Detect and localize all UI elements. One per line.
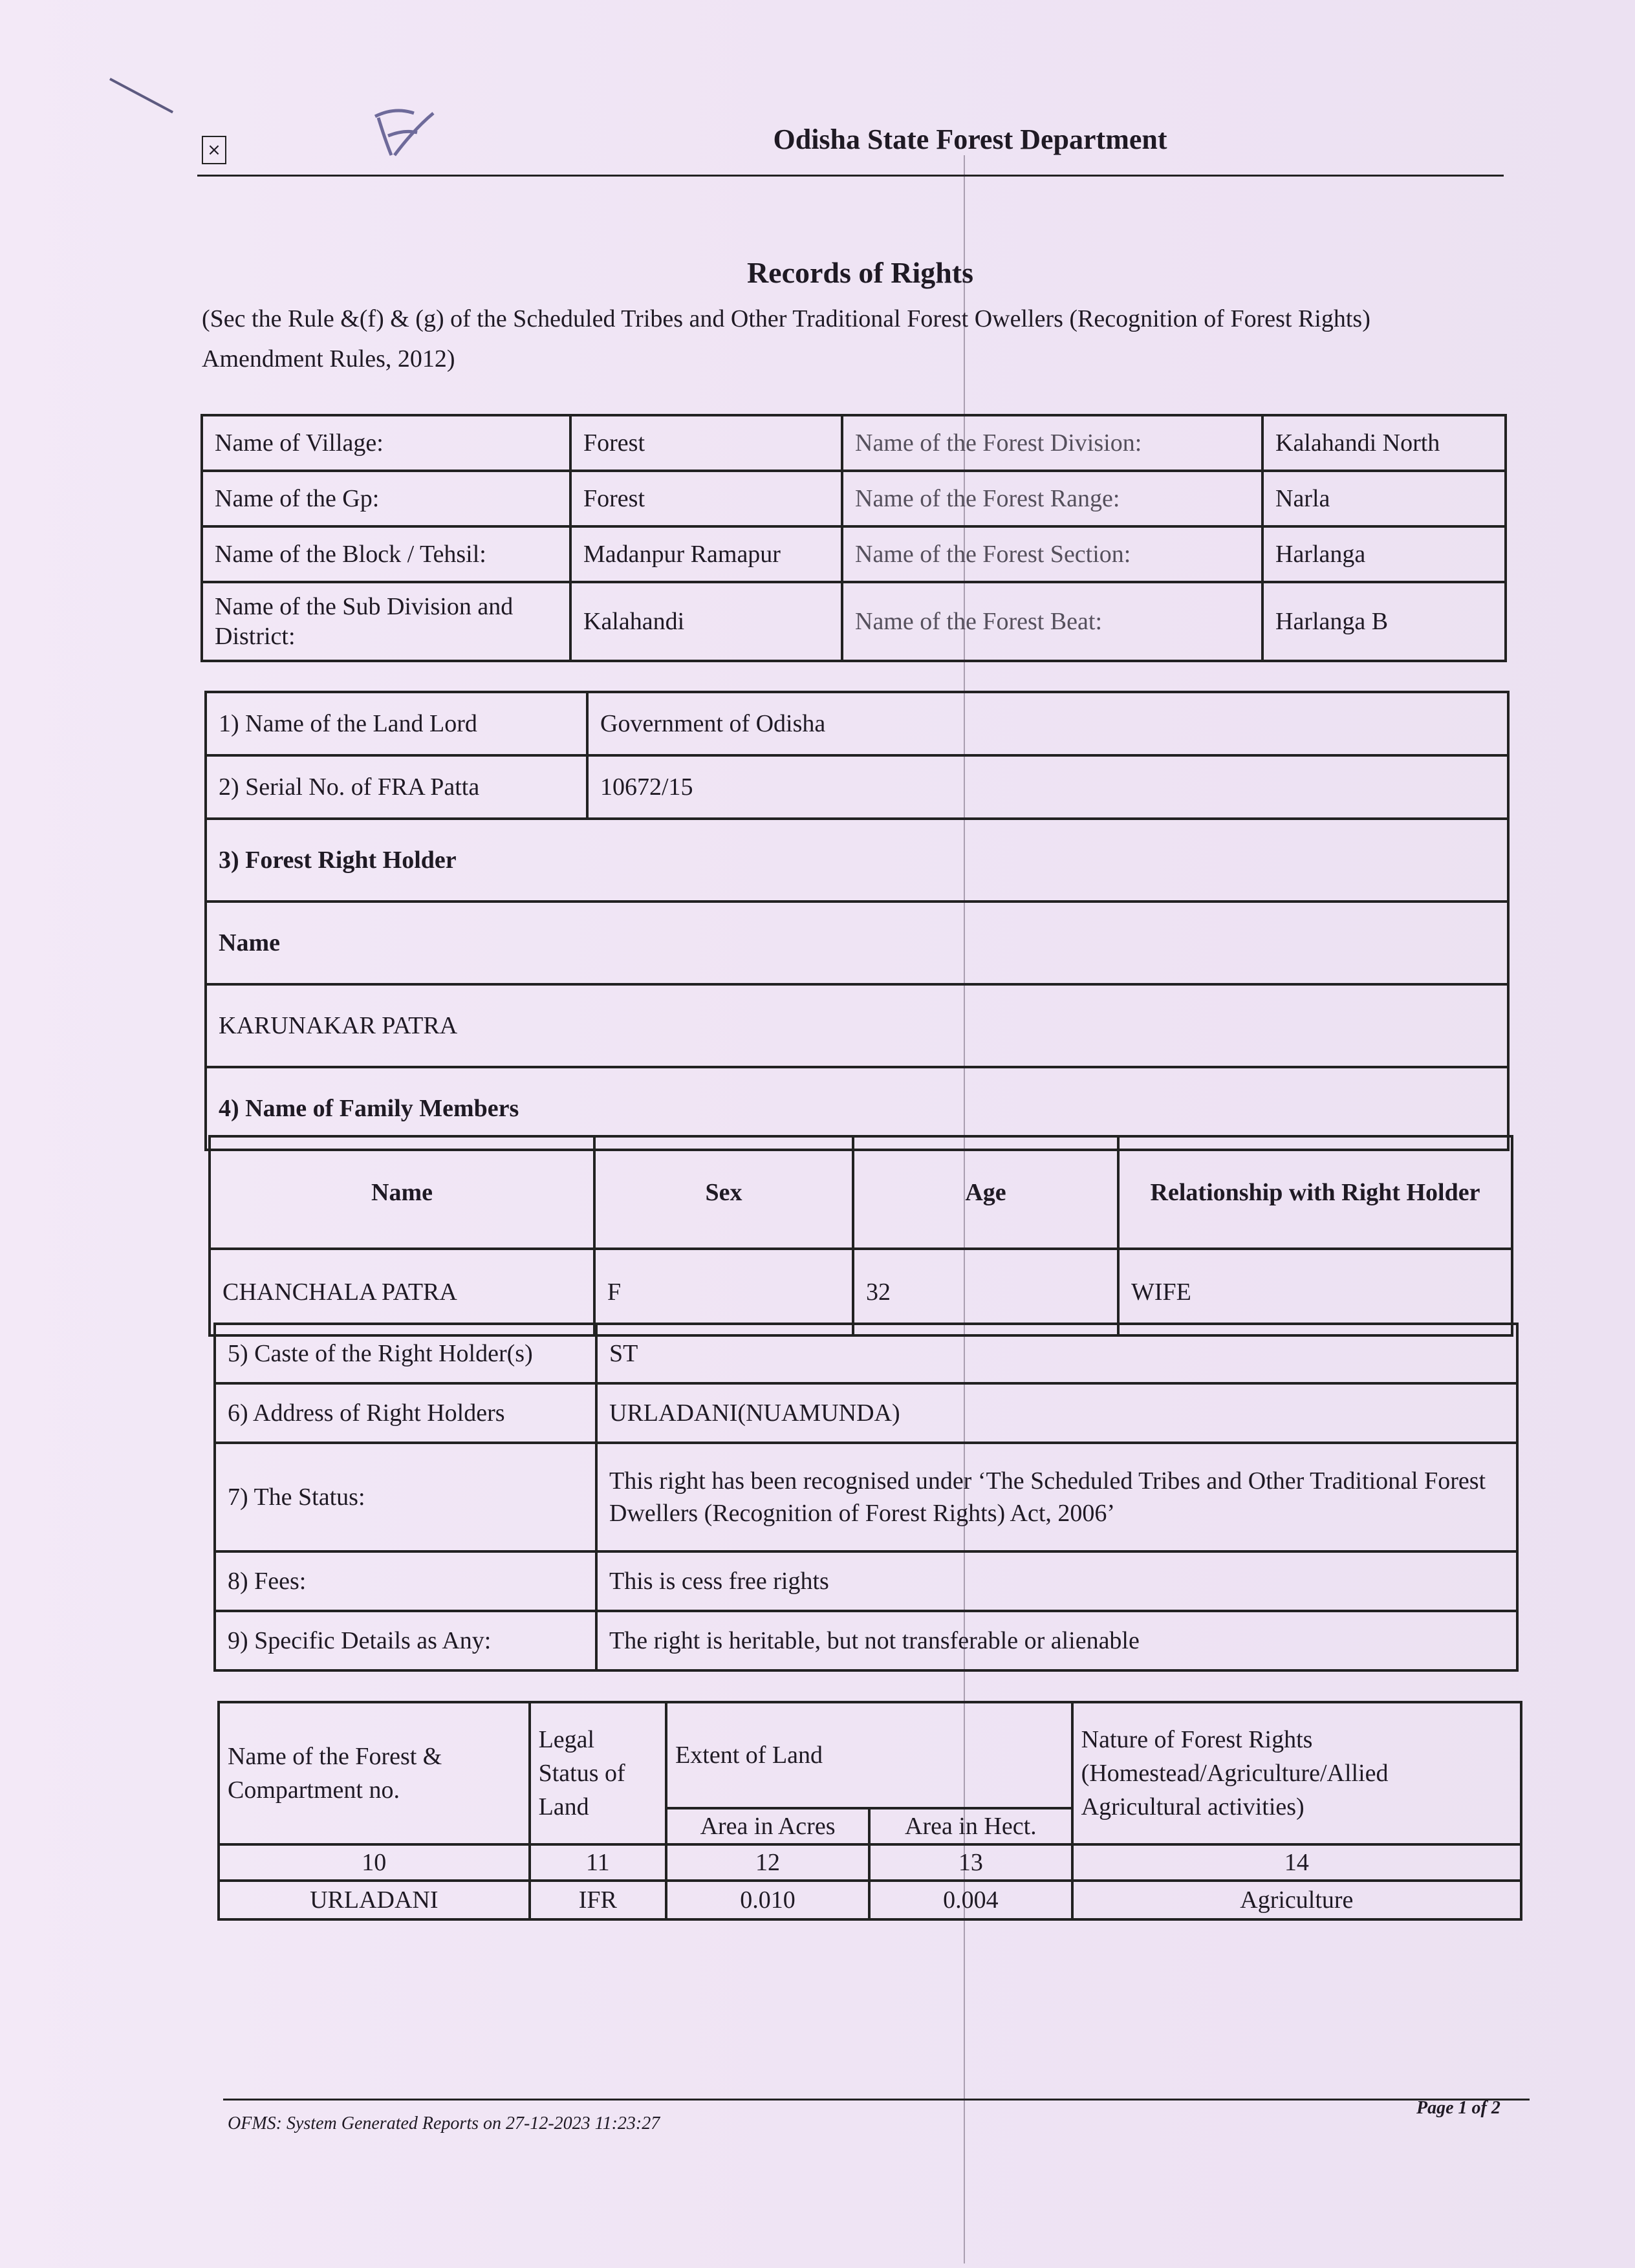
generated-timestamp: OFMS: System Generated Reports on 27-12-2023 11:23:27 xyxy=(228,2113,660,2133)
table-row xyxy=(206,902,1508,984)
land-acres-value: 0.010 xyxy=(666,1881,869,1919)
table-row xyxy=(206,755,1508,819)
beat-label: Name of the Forest Beat: xyxy=(842,582,1262,661)
address-value: URLADANI(NUAMUNDA) xyxy=(596,1383,1517,1443)
column-number-acres: 12 xyxy=(666,1844,869,1881)
land-hect-value: 0.004 xyxy=(869,1881,1072,1919)
table-header-row xyxy=(210,1136,1512,1249)
table-row xyxy=(215,1443,1517,1551)
land-legal-value: IFR xyxy=(530,1881,667,1919)
details-table xyxy=(213,1323,1519,1672)
range-value: Narla xyxy=(1262,471,1506,526)
department-title: Odisha State Forest Department xyxy=(773,124,1167,155)
family-member-relationship: WIFE xyxy=(1118,1249,1512,1335)
table-header-row xyxy=(219,1702,1521,1808)
gp-value: Forest xyxy=(570,471,842,526)
gp-label: Name of the Gp: xyxy=(202,471,570,526)
fees-label: 8) Fees: xyxy=(215,1551,596,1611)
footer-divider xyxy=(223,2099,1530,2101)
table-row xyxy=(202,471,1506,526)
table-row xyxy=(215,1324,1517,1383)
subdivision-label: Name of the Sub Division and District: xyxy=(202,582,570,661)
header-area-acres: Area in Acres xyxy=(666,1808,869,1844)
table-row xyxy=(215,1611,1517,1670)
land-details-table xyxy=(217,1701,1522,1921)
landlord-value: Government of Odisha xyxy=(587,692,1508,755)
column-number-nature: 14 xyxy=(1072,1844,1521,1881)
document-subtitle: (Sec the Rule &(f) & (g) of the Scheduled Tribes and Other Traditional Forest Owellers (Recognition of Forest Rights) Amendment Rules, 2012) xyxy=(202,305,1370,373)
caste-value: ST xyxy=(596,1324,1517,1383)
handwritten-initial-mark xyxy=(369,103,440,162)
family-members-table xyxy=(208,1135,1513,1337)
document-title: Records of Rights xyxy=(746,256,974,289)
table-row xyxy=(202,582,1506,661)
family-member-age: 32 xyxy=(853,1249,1118,1335)
table-row xyxy=(219,1881,1521,1919)
landlord-label: 1) Name of the Land Lord xyxy=(206,692,587,755)
serial-label: 2) Serial No. of FRA Patta xyxy=(206,755,587,819)
header-legal-status: Legal Status of Land xyxy=(530,1702,667,1844)
address-label: 6) Address of Right Holders xyxy=(215,1383,596,1443)
range-label: Name of the Forest Range: xyxy=(842,471,1262,526)
land-nature-value: Agriculture xyxy=(1072,1881,1521,1919)
family-header-sex: Sex xyxy=(594,1136,853,1249)
header-extent-of-land: Extent of Land xyxy=(666,1702,1072,1808)
family-header-name: Name xyxy=(210,1136,594,1249)
caste-label: 5) Caste of the Right Holder(s) xyxy=(215,1324,596,1383)
status-value: This right has been recognised under ‘The Scheduled Tribes and Other Traditional Forest Dwellers (Recognition of Forest Rights) Act, 2006’ xyxy=(596,1443,1517,1551)
block-label: Name of the Block / Tehsil: xyxy=(202,526,570,582)
village-value: Forest xyxy=(570,415,842,471)
paper-fold-line xyxy=(964,155,965,2263)
close-icon: × xyxy=(202,136,226,164)
block-value: Madanpur Ramapur xyxy=(570,526,842,582)
location-table xyxy=(200,414,1507,662)
forest-right-holder-heading: 3) Forest Right Holder xyxy=(206,819,1508,902)
division-label: Name of the Forest Division: xyxy=(842,415,1262,471)
family-header-relationship: Relationship with Right Holder xyxy=(1118,1136,1512,1249)
header-nature-of-rights: Nature of Forest Rights (Homestead/Agriculture/Allied Agricultural activities) xyxy=(1072,1702,1521,1844)
subdivision-value: Kalahandi xyxy=(570,582,842,661)
land-forest-value: URLADANI xyxy=(219,1881,530,1919)
section-value: Harlanga xyxy=(1262,526,1506,582)
column-number-legal: 11 xyxy=(530,1844,667,1881)
division-value: Kalahandi North xyxy=(1262,415,1506,471)
specific-details-value: The right is heritable, but not transferable or alienable xyxy=(596,1611,1517,1670)
table-row xyxy=(206,984,1508,1067)
pen-stroke-mark xyxy=(109,78,173,113)
header-area-hect: Area in Hect. xyxy=(869,1808,1072,1844)
status-label: 7) The Status: xyxy=(215,1443,596,1551)
fees-value: This is cess free rights xyxy=(596,1551,1517,1611)
family-members-heading: 4) Name of Family Members xyxy=(206,1067,1508,1150)
serial-value: 10672/15 xyxy=(587,755,1508,819)
column-number-hect: 13 xyxy=(869,1844,1072,1881)
family-member-sex: F xyxy=(594,1249,853,1335)
column-number-forest: 10 xyxy=(219,1844,530,1881)
header-forest-compartment: Name of the Forest & Compartment no. xyxy=(219,1702,530,1844)
name-heading: Name xyxy=(206,902,1508,984)
header-divider xyxy=(197,175,1504,177)
table-row xyxy=(219,1844,1521,1881)
table-row xyxy=(215,1383,1517,1443)
page-number: Page 1 of 2 xyxy=(1416,2098,1500,2118)
table-row xyxy=(206,819,1508,902)
specific-details-label: 9) Specific Details as Any: xyxy=(215,1611,596,1670)
beat-value: Harlanga B xyxy=(1262,582,1506,661)
holder-name-value: KARUNAKAR PATRA xyxy=(206,984,1508,1067)
table-row xyxy=(202,415,1506,471)
table-row xyxy=(202,526,1506,582)
village-label: Name of Village: xyxy=(202,415,570,471)
table-row xyxy=(206,692,1508,755)
family-member-name: CHANCHALA PATRA xyxy=(210,1249,594,1335)
table-row xyxy=(215,1551,1517,1611)
right-holder-table xyxy=(204,691,1510,1151)
family-header-age: Age xyxy=(853,1136,1118,1249)
section-label: Name of the Forest Section: xyxy=(842,526,1262,582)
